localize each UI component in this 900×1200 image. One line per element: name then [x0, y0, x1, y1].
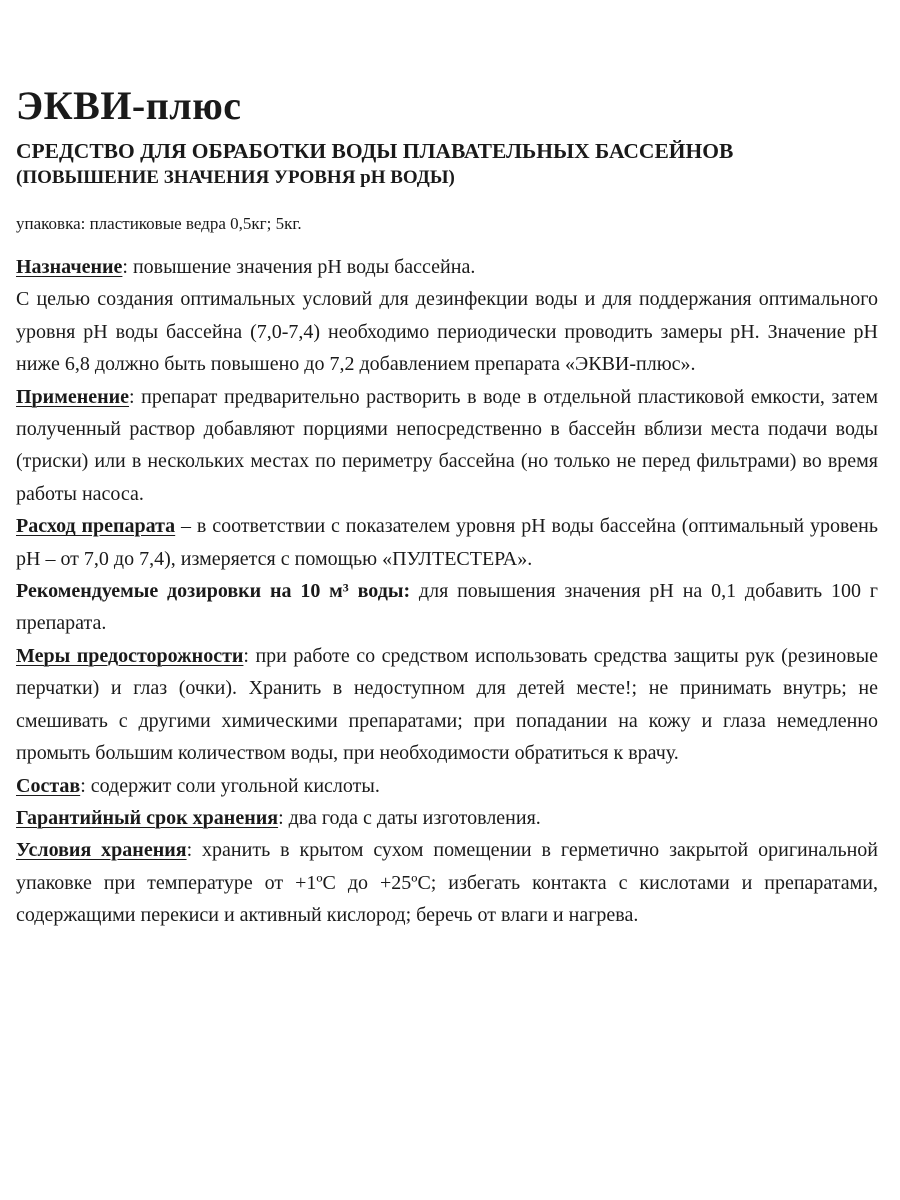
product-title: ЭКВИ-плюс [16, 83, 242, 128]
section-purpose [16, 251, 878, 283]
section-application-heading: Применение [16, 385, 130, 408]
section-consumption-text: – в соответствии с показателем уровня pH воды бассейна (оптимальный уровень pH – от 7,0 до 7,4), измеряется с помощью «ПУЛТЕСТЕРА». [16, 515, 878, 570]
product-subtitle: СРЕДСТВО ДЛЯ ОБРАБОТКИ ВОДЫ ПЛАВАТЕЛЬНЫХ БАССЕЙНОВ [16, 139, 734, 163]
section-dosage-text: для повышения значения pH на 0,1 добавить 100 г препарата. [16, 580, 878, 635]
section-storage-text: : хранить в крытом сухом помещении в герметично закрытой оригинальной упаковке при температуре от +1ºС до +25ºС; избегать контакта с кислотами и препаратами, содержащими перекиси и активный кислород; беречь от влаги и нагрева. [16, 839, 878, 927]
section-precautions [16, 640, 878, 770]
packaging-info: упаковка: пластиковые ведра 0,5кг; 5кг. [16, 214, 302, 233]
document-page [16, 82, 878, 932]
section-storage-heading: Условия хранения [16, 839, 187, 862]
section-application-text: : препарат предварительно растворить в воде в отдельной пластиковой емкости, затем полученный раствор добавляют порциями непосредственно в бассейн вблизи места подачи воды (триски) или в нескольких местах по периметру бассейна (но только не перед фильтрами) во время работы насоса. [16, 385, 878, 505]
section-purpose-heading: Назначение [16, 256, 123, 278]
section-storage [16, 834, 878, 931]
section-consumption [16, 510, 878, 575]
section-shelf-life [16, 802, 878, 834]
section-composition [16, 770, 878, 802]
section-purpose-detail [16, 283, 878, 380]
section-dosage-heading: Рекомендуемые дозировки на 10 м³ воды: [16, 580, 411, 603]
section-shelf-life-text: : два года с даты изготовления. [278, 806, 541, 829]
section-purpose-detail-text: С целью создания оптимальных условий для дезинфекции воды и для поддержания оптимального уровня pH воды бассейна (7,0-7,4) необходимо периодически проводить замеры pH. Значение pH ниже 6,8 должно быть повышено до 7,2 добавлением препарата «ЭКВИ-плюс». [16, 288, 878, 376]
section-purpose-text: : повышение значения pH воды бассейна. [122, 256, 476, 278]
section-precautions-text: : при работе со средством использовать средства защиты рук (резиновые перчатки) и глаз (очки). Хранить в недоступном для детей месте!; не принимать внутрь; не смешивать с другими химическими препаратами; при попадании на кожу и глаза немедленно промыть большим количеством воды, при необходимости обратиться к врачу. [16, 644, 878, 765]
section-shelf-life-heading: Гарантийный срок хранения [16, 806, 279, 829]
spacer [16, 235, 878, 251]
section-composition-heading: Состав [16, 774, 81, 797]
section-application [16, 381, 878, 511]
section-consumption-heading: Расход препарата [16, 515, 176, 538]
section-precautions-heading: Меры предосторожности [16, 644, 244, 667]
product-subtitle-purpose: (ПОВЫШЕНИЕ ЗНАЧЕНИЯ УРОВНЯ pH ВОДЫ) [16, 167, 455, 188]
section-dosage [16, 575, 878, 640]
section-composition-text: : содержит соли угольной кислоты. [80, 774, 380, 797]
